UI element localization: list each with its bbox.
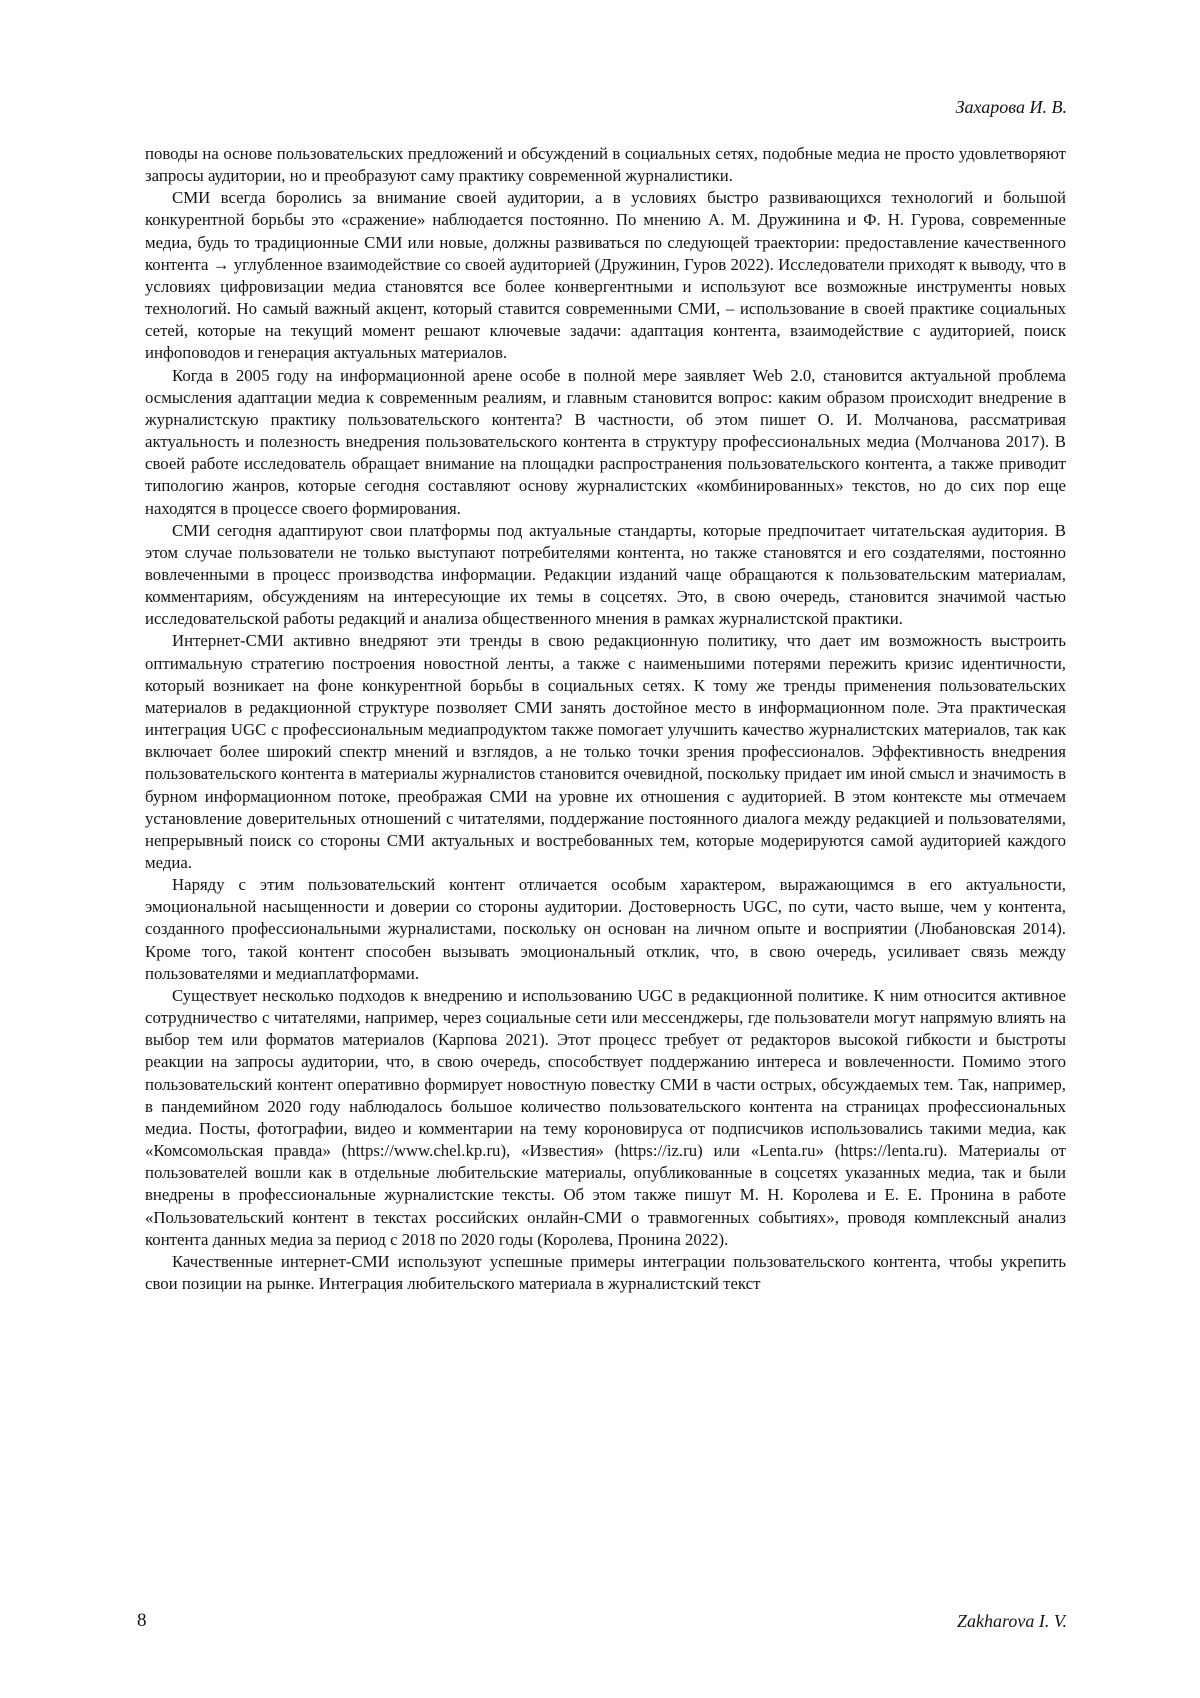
paragraph: Наряду с этим пользовательский контент отличается особым характером, выражающимся в его актуальности, эмоциональной насыщенности и доверии со стороны аудитории. Достоверность UGC, по сути, часто выше, чем у контента, созданного профессиональными журналистами, поскольку он основан на личном опыте и восприятии (Любановская 2014). Кроме того, такой контент способен вызывать эмоциональный отклик, что, в свою очередь, усиливает связь между пользователями и медиаплатформами. [145, 875, 1066, 983]
paragraph: СМИ всегда боролись за внимание своей аудитории, а в условиях быстро развивающихся технологий и большой конкурентной борьбы это «сражение» наблюдается постоянно. По мнению А. М. Дружинина и Ф. Н. Гурова, современные медиа, будь то традиционные СМИ или новые, должны развиваться по следующей траектории: предоставление качественного контента → углубленное взаимодействие со своей аудиторией (Дружинин, Гуров 2022). Исследователи приходят к выводу, что в условиях цифровизации медиа становятся все более конвергентными и используют все возможные инструменты новых технологий. Но самый важный акцент, который ставится современными СМИ, – использование в своей практике социальных сетей, которые на текущий момент решают ключевые задачи: адаптация контента, взаимодействие с аудиторией, поиск инфоповодов и генерация актуальных материалов. [145, 188, 1066, 363]
paragraph: Существует несколько подходов к внедрению и использованию UGC в редакционной политике. К ним относится активное сотрудничество с читателями, например, через социальные сети или мессенджеры, где пользователи могут напрямую влиять на выбор тем или форматов материалов (Карпова 2021). Этот процесс требует от редакторов высокой гибкости и быстроты реакции на запросы аудитории, что, в свою очередь, способствует поддержанию интереса и вовлеченности. Помимо этого пользовательский контент оперативно формирует новостную повестку СМИ в части острых, обсуждаемых тем. Так, например, в пандемийном 2020 году наблюдалось большое количество пользовательского контента на страницах профессиональных медиа. Посты, фотографии, видео и комментарии на тему короновируса от подписчиков использовались такими медиа, как «Комсомольская правда» (https://www.chel.kp.ru), «Известия» (https://iz.ru) или «Lenta.ru» (https://lenta.ru). Материалы от пользователей вошли как в отдельные любительские материалы, опубликованные в соцсетях указанных медиа, так и были внедрены в профессиональные журналистские тексты. Об этом также пишут М. Н. Королева и Е. Е. Пронина в работе «Пользовательский контент в текстах российских онлайн-СМИ о травмогенных событиях», проводя комплексный анализ контента данных медиа за период с 2018 по 2020 годы (Королева, Пронина 2022). [145, 985, 1066, 1249]
paragraph: Когда в 2005 году на информационной арене особе в полной мере заявляет Web 2.0, становится актуальной проблема осмысления адаптации медиа к современным реалиям, и главным становится вопрос: каким образом происходит внедрение в журналистскую практику пользовательского контента? В частности, об этом пишет О. И. Молчанова, рассматривая актуальность и полезность внедрения пользовательского контента в структуру профессиональных медиа (Молчанова 2017). В своей работе исследователь обращает внимание на площадки распространения пользовательского контента, а также приводит типологию жанров, которые сегодня составляют основу журналистских «комбинированных» текстов, но до сих пор еще находятся в процессе своего формирования. [145, 365, 1066, 518]
paragraph: Интернет-СМИ активно внедряют эти тренды в свою редакционную политику, что дает им возможность выстроить оптимальную стратегию построения новостной ленты, а также с наименьшими потерями пережить кризис идентичности, который возникает на фоне конкурентной борьбы в социальных сетях. К тому же тренды применения пользовательских материалов в редакционной структуре позволяет СМИ занять достойное место в информационном поле. Эта практическая интеграция UGC с профессиональным медиапродуктом также помогает улучшить качество журналистских материалов, так как включает более широкий спектр мнений и взглядов, а не только точки зрения профессионалов. Эффективность внедрения пользовательского контента в материалы журналистов становится очевидной, поскольку придает им иной смысл и значимость в бурном информационном потоке, преображая СМИ на уровне их отношения с аудиторией. В этом контексте мы отмечаем установление доверительных отношений с читателями, поддержание постоянного диалога между редакцией и пользователями, непрерывный поиск со стороны СМИ актуальных и востребованных тем, которые модерируются самой аудиторией каждого медиа. [145, 631, 1066, 872]
paragraph-continuation: поводы на основе пользовательских предложений и обсуждений в социальных сетях, подобные медиа не просто удовлетворяют запросы аудитории, но и преобразуют саму практику современной журналистики. [145, 144, 1066, 186]
paragraph: СМИ сегодня адаптируют свои платформы под актуальные стандарты, которые предпочитает читательская аудитория. В этом случае пользователи не только выступают потребителями контента, но также становятся и его создателями, постоянно вовлеченными в процесс производства информации. Редакции изданий чаще обращаются к пользовательским материалам, комментариям, обсуждениям на интересующие их темы в соцсетях. Это, в свою очередь, становится значимой частью исследовательской работы редакций и анализа общественного мнения в рамках журналистской практики. [145, 520, 1066, 629]
running-foot-author: Zakharova I. V. [957, 1611, 1067, 1631]
article-body [145, 143, 1066, 1295]
paragraph: Качественные интернет-СМИ используют успешные примеры интеграции пользовательского контента, чтобы укрепить свои позиции на рынке. Интеграция любительского материала в журналистский текст [145, 1251, 1066, 1293]
running-head-author: Захарова И. В. [955, 97, 1067, 117]
page-number: 8 [137, 1610, 147, 1631]
